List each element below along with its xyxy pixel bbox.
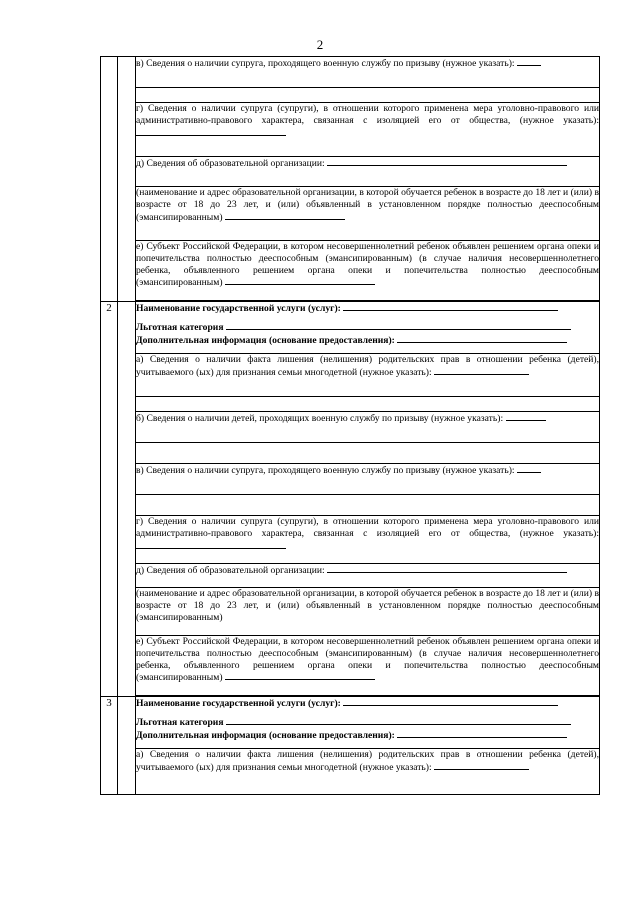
row-marker-cell [118,302,136,697]
table-row [101,103,600,157]
table-row [101,636,600,696]
page-number: 2 [316,37,324,52]
table-row [101,354,600,412]
spouse-isolation-field[interactable]: г) Сведения о наличии супруга (супруги), в отношении которого применена мера уголовно-правового или административно-правового характера, связанная с изоляцией его от общества, (нужное указать): [136,103,600,157]
table-row [101,187,600,241]
education-org-note: (наименование и адрес образовательной организации, в которой обучается ребенок в возрасте до 18 лет и (или) в возрасте от 18 до 23 лет, и (или) объявленный в установленном порядке полностью дееспособным (эмансипированным) [136,588,600,636]
spouse-conscription-field[interactable]: в) Сведения о наличии супруга, проходящего военную службу по призыву (нужное указать): [136,57,600,103]
answer-line[interactable] [136,76,599,88]
table-row [101,464,600,516]
table-row [101,302,600,354]
children-conscription-field[interactable]: б) Сведения о наличии детей, проходящих военную службу по призыву (нужное указать): [136,412,600,464]
row-marker-cell [118,57,136,302]
education-org-field[interactable]: д) Сведения об образовательной организации: [136,564,600,588]
table-row [101,241,600,301]
row-number-cell [101,57,118,302]
spouse-isolation-field[interactable]: г) Сведения о наличии супруга (супруги), в отношении которого применена мера уголовно-правового или административно-правового характера, связанная с изоляцией его от общества, (нужное указать): [136,516,600,564]
spouse-conscription-field[interactable]: в) Сведения о наличии супруга, проходящего военную службу по призыву (нужное указать): [136,464,600,516]
parental-rights-field[interactable]: а) Сведения о наличии факта лишения (нелишения) родительских прав в отношении ребенка (детей), учитываемого (ых) для признания семьи многодетной (нужное указать): [136,354,600,412]
answer-line[interactable] [136,385,599,397]
answer-line[interactable] [136,483,599,495]
row-marker-cell [118,697,136,795]
education-org-field[interactable]: д) Сведения об образовательной организации: [136,157,600,187]
emancipation-subject-field[interactable]: е) Субъект Российской Федерации, в котором несовершеннолетний ребенок объявлен решением органа опеки и попечительства полностью дееспособным (эмансипированным) (в случае наличия несовершеннолетнего ребенка, объявленного решением органа опеки и попечительства полностью дееспособным (эмансипированным) [136,636,600,696]
education-org-note: (наименование и адрес образовательной организации, в которой обучается ребенок в возрасте до 18 лет и (или) в возрасте от 18 до 23 лет, и (или) объявленный в установленном порядке полностью дееспособным (эмансипированным) [136,187,600,241]
table-row [101,749,600,795]
row-number-3: 3 [101,697,118,795]
table-row [101,412,600,464]
table-row [101,564,600,588]
table-row [101,697,600,749]
table-row [101,516,600,564]
application-form-table [100,56,600,795]
service-name-field[interactable]: Наименование государственной услуги (услуг): Льготная категория Дополнительная информация (основание предоставления): [136,697,600,749]
table-row [101,157,600,187]
table-row [101,57,600,103]
service-name-field[interactable]: Наименование государственной услуги (услуг): Льготная категория Дополнительная информация (основание предоставления): [136,302,600,354]
answer-line[interactable] [136,431,599,443]
parental-rights-field[interactable]: а) Сведения о наличии факта лишения (нелишения) родительских прав в отношении ребенка (детей), учитываемого (ых) для признания семьи многодетной (нужное указать): [136,749,600,795]
row-number-2: 2 [101,302,118,697]
table-row [101,588,600,636]
emancipation-subject-field[interactable]: е) Субъект Российской Федерации, в котором несовершеннолетний ребенок объявлен решением органа опеки и попечительства полностью дееспособным (эмансипированным) (в случае наличия несовершеннолетнего ребенка, объявленного решением органа опеки и попечительства полностью дееспособным (эмансипированным) [136,241,600,301]
